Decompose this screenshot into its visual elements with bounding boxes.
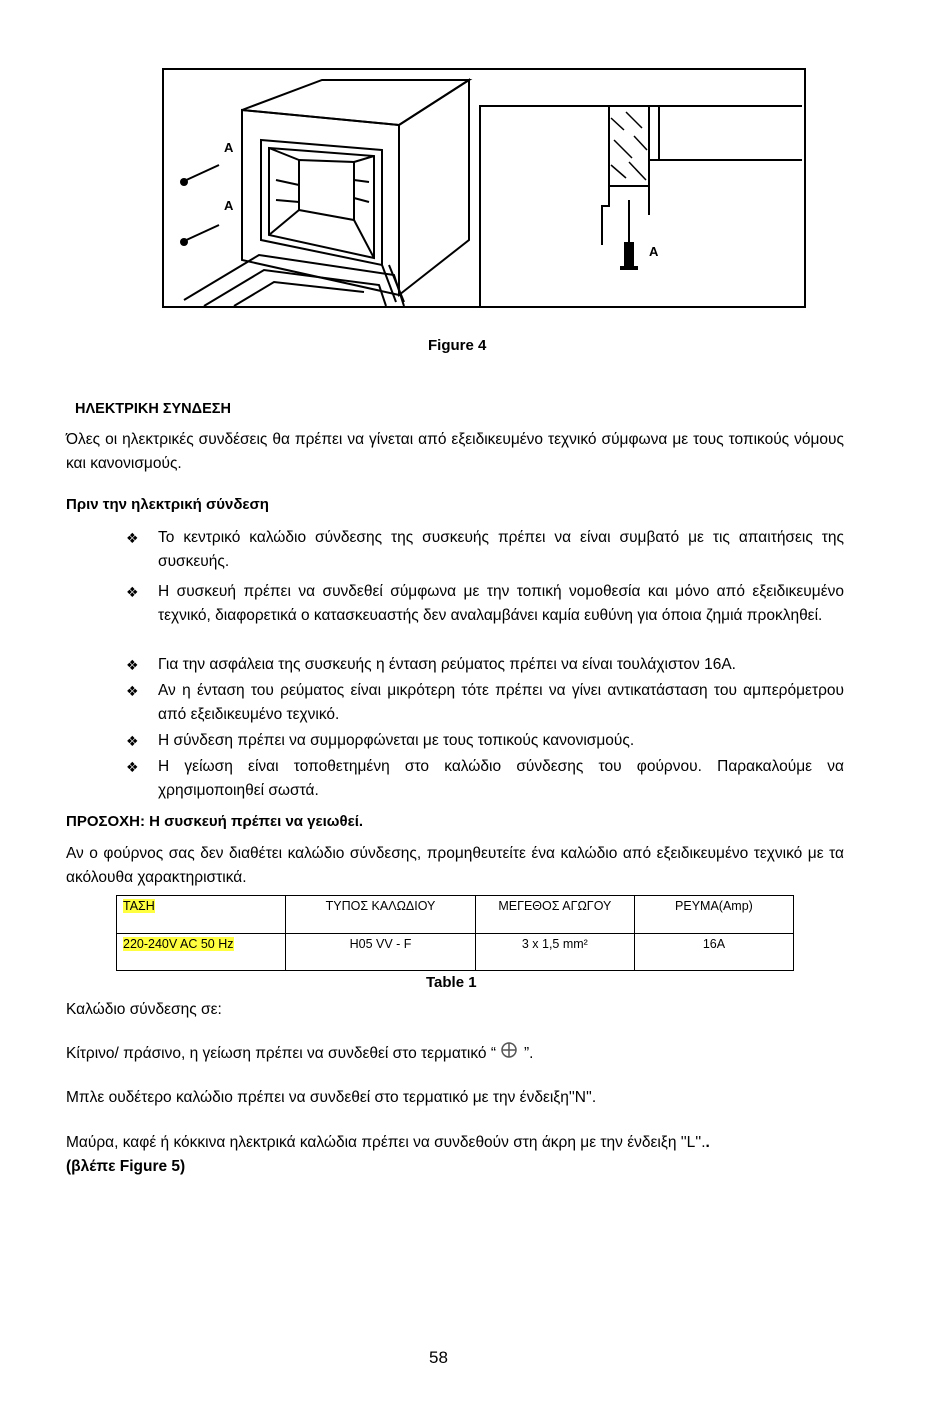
diamond-bullet-icon: ❖ [126, 657, 139, 673]
table-header-cell: ΤΥΠΟΣ ΚΑΛΩΔΙΟΥ [286, 896, 476, 934]
earth-terminal-icon [499, 1042, 521, 1060]
diamond-bullet-icon: ❖ [126, 759, 139, 775]
table-row [117, 933, 794, 971]
section-title: ΗΛΕΚΤΡΙΚΗ ΣΥΝΔΕΣΗ [75, 401, 231, 417]
table-cell: H05 VV - F [286, 933, 476, 971]
table-cell: 3 x 1,5 mm² [475, 933, 634, 971]
warning-text: ΠΡΟΣΟΧΗ: Η συσκευή πρέπει να γειωθεί. [66, 813, 364, 830]
figure-4 [162, 68, 806, 308]
diamond-bullet-icon: ❖ [126, 530, 139, 546]
table-header-cell: ΜΕΓΕΘΟΣ ΑΓΩΓΟΥ [475, 896, 634, 934]
oven-installation-diagram [164, 70, 804, 306]
callout-a-right: A [649, 244, 659, 259]
connection-label: Καλώδιο σύνδεσης σε: [66, 1001, 222, 1018]
callout-a-bottom: A [224, 198, 234, 213]
table-header-row [117, 896, 794, 934]
intro-paragraph: Όλες οι ηλεκτρικές συνδέσεις θα πρέπει να γίνεται από εξειδικευμένο τεχνικό σύμφωνα με τους τοπικούς νόμους και κανονισμούς. [66, 431, 844, 472]
table-header-cell: ΡΕΥΜΑ(Amp) [634, 896, 793, 934]
see-figure-reference: (βλέπε Figure 5) [66, 1158, 186, 1175]
cable-spec-table [116, 895, 794, 971]
cable-note: Αν ο φούρνος σας δεν διαθέτει καλώδιο σύνδεσης, προμηθευτείτε ένα καλώδιο από εξειδικευμένο τεχνικό με τα ακόλουθα χαρακτηριστικά. [66, 845, 844, 886]
table-cell: 220-240V AC 50 Hz [117, 933, 286, 971]
table-caption: Table 1 [426, 974, 477, 991]
table-header-cell: ΤΑΣΗ [117, 896, 286, 934]
earth-instruction: Κίτρινο/ πράσινο, η γείωση πρέπει να συνδεθεί στο τερματικό “ ”. [66, 1042, 846, 1066]
figure-caption: Figure 4 [428, 337, 487, 354]
neutral-instruction: Μπλε ουδέτερο καλώδιο πρέπει να συνδεθεί στο τερματικό με την ένδειξη''N''. [66, 1089, 597, 1106]
diamond-bullet-icon: ❖ [126, 584, 139, 600]
diamond-bullet-icon: ❖ [126, 733, 139, 749]
before-connection-heading: Πριν την ηλεκτρική σύνδεση [66, 496, 269, 513]
live-instruction: Μαύρα, καφέ ή κόκκινα ηλεκτρικά καλώδια πρέπει να συνδεθούν στη άκρη με την ένδειξη ''L''.. (βλέπε Figure 5) [66, 1134, 710, 1175]
table-cell: 16A [634, 933, 793, 971]
diamond-bullet-icon: ❖ [126, 683, 139, 699]
page-number: 58 [429, 1348, 448, 1367]
callout-a-top: A [224, 140, 234, 155]
